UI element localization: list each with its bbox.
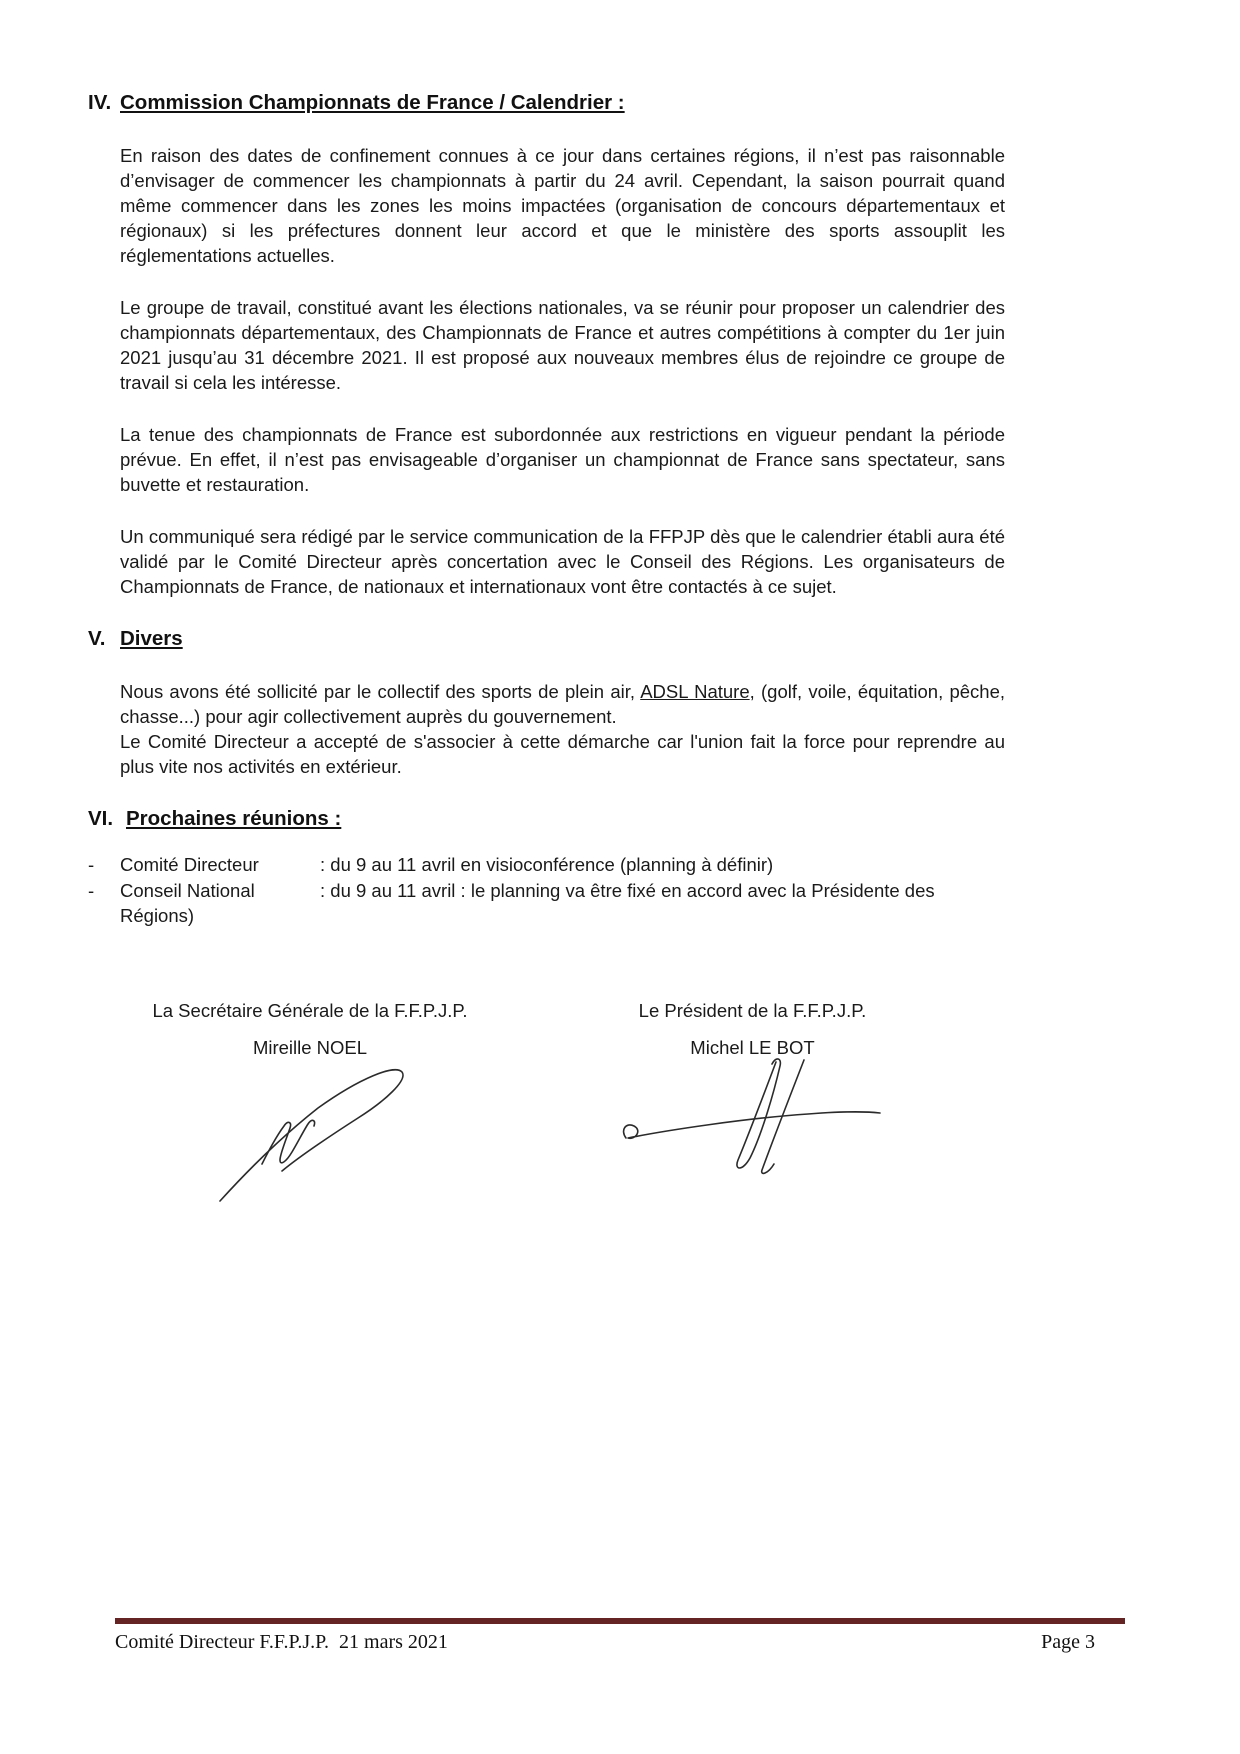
list-item-label: Conseil National xyxy=(120,880,255,901)
signature-name: Michel LE BOT xyxy=(690,1037,815,1058)
divers-text-after: , (golf, voile, équitation, pêche, chasse...) pour agir collectivement auprès du gouvernement. xyxy=(120,681,1005,727)
section-6-number: VI. xyxy=(88,807,114,830)
list-item-comite-directeur xyxy=(88,852,945,877)
section-4-number: IV. xyxy=(88,91,112,114)
list-item-conseil-national xyxy=(88,878,945,928)
section-6-title: Prochaines réunions : xyxy=(126,807,342,830)
footer-document-label: Comité Directeur F.F.P.J.P. 21 mars 2021 xyxy=(115,1631,448,1653)
list-bullet: - xyxy=(88,854,95,875)
paragraph-communique: Un communiqué sera rédigé par le service communication de la FFPJP dès que le calendrier établi aura été validé par le Comité Directeur après concertation avec le Conseil des Régions. Les organisateurs de Championnats de France, de nationaux et internationaux vont être contactés à ce sujet. xyxy=(120,526,1005,597)
page-footer xyxy=(115,1618,1125,1655)
adsl-nature-underlined-text: ADSL Nature xyxy=(640,681,750,702)
mireille-noel-signature-image xyxy=(120,1056,500,1210)
signature-name: Mireille NOEL xyxy=(252,1037,368,1058)
signature-title: La Secrétaire Générale de la F.F.P.J.P. xyxy=(152,1000,468,1021)
paragraph-confinement: En raison des dates de confinement connues à ce jour dans certaines régions, il n’est pas raisonnable d’envisager de commencer les championnats à partir du 24 avril. Cependant, la saison pourrait quand même commencer dans les zones les moins impactées (organisation de concours départementaux et régionaux) si les préfectures donnent leur accord et que le ministère des sports assouplit les réglementations actuelles. xyxy=(120,145,1005,266)
footer-divider-rule xyxy=(115,1618,1125,1624)
paragraph-divers-sollicitation xyxy=(120,679,1005,729)
michel-le-bot-signature-image xyxy=(560,1056,945,1184)
signature-block xyxy=(120,998,1240,1210)
next-meetings-list xyxy=(88,852,945,928)
section-5-title: Divers xyxy=(120,627,183,650)
list-item-value: : du 9 au 11 avril : le planning va être fixé en accord avec la Présidente des Régions) xyxy=(120,880,935,926)
signature-title: Le Président de la F.F.P.J.P. xyxy=(638,1000,867,1021)
paragraph-tenue-championnats: La tenue des championnats de France est subordonnée aux restrictions en vigueur pendant la période prévue. En effet, il n’est pas envisageable d’organiser un championnat de France sans spectateur, sans buvette et restauration. xyxy=(120,424,1005,495)
list-item-label: Comité Directeur xyxy=(120,854,259,875)
divers-text-before: Nous avons été sollicité par le collectif des sports de plein air, xyxy=(120,681,641,702)
list-item-value: : du 9 au 11 avril en visioconférence (planning à définir) xyxy=(320,854,774,875)
signature-block-president xyxy=(560,998,945,1210)
section-5-number: V. xyxy=(88,627,106,650)
signature-block-secretaire xyxy=(120,998,500,1210)
section-6-heading xyxy=(88,806,1240,832)
section-4-title: Commission Championnats de France / Calendrier : xyxy=(120,91,625,114)
section-5-heading xyxy=(88,626,1240,652)
paragraph-groupe-travail: Le groupe de travail, constitué avant les élections nationales, va se réunir pour proposer un calendrier des championnats départementaux, des Championnats de France et autres compétitions à compter du 1er juin 2021 jusqu’au 31 décembre 2021. Il est proposé aux nouveaux membres élus de rejoindre ce groupe de travail si cela les intéresse. xyxy=(120,297,1005,393)
paragraph-divers-comite: Le Comité Directeur a accepté de s'associer à cette démarche car l'union fait la force pour reprendre au plus vite nos activités en extérieur. xyxy=(120,731,1005,777)
footer-text-row xyxy=(115,1630,1125,1655)
section-4-heading xyxy=(88,90,1240,116)
footer-page-number: Page 3 xyxy=(1041,1631,1095,1653)
list-bullet: - xyxy=(88,880,95,901)
